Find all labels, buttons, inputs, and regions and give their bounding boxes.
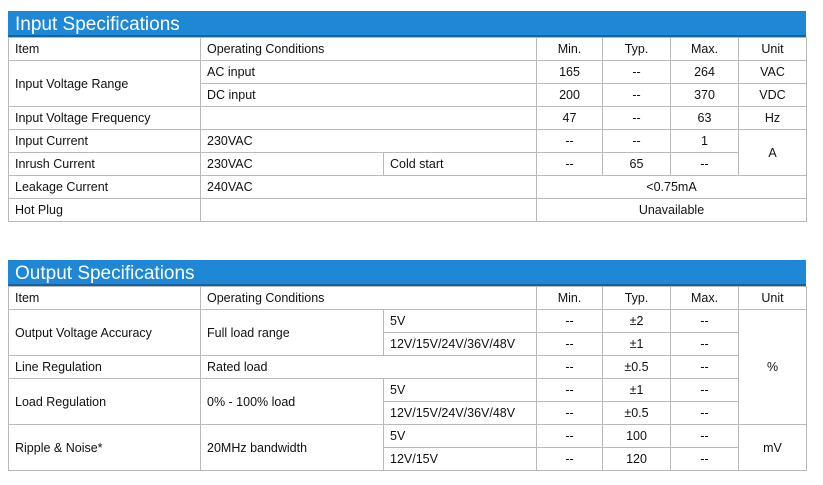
- max-value: 63: [671, 107, 739, 130]
- sub-condition: 5V: [384, 425, 537, 448]
- typ-value: ±0.5: [603, 356, 671, 379]
- typ-value: ±1: [603, 379, 671, 402]
- header-item: Item: [9, 38, 201, 61]
- table-row: [9, 199, 807, 222]
- condition-full-load-range: Full load range: [201, 310, 384, 356]
- input-specifications-title: Input Specifications: [8, 11, 806, 37]
- typ-value: 100: [603, 425, 671, 448]
- min-value: --: [537, 130, 603, 153]
- max-value: --: [671, 425, 739, 448]
- sub-condition: 5V: [384, 379, 537, 402]
- header-max: Max.: [671, 287, 739, 310]
- unit-value: VAC: [739, 61, 807, 84]
- unit-value: VDC: [739, 84, 807, 107]
- typ-value: --: [603, 84, 671, 107]
- sub-condition: 5V: [384, 310, 537, 333]
- condition-empty: [201, 107, 537, 130]
- table-row: [9, 107, 807, 130]
- header-min: Min.: [537, 38, 603, 61]
- header-min: Min.: [537, 287, 603, 310]
- min-value: --: [537, 153, 603, 176]
- table-row: [9, 310, 807, 333]
- output-specifications-table: [8, 286, 807, 471]
- leakage-value: <0.75mA: [537, 176, 807, 199]
- table-row: [9, 153, 807, 176]
- typ-value: --: [603, 130, 671, 153]
- header-item: Item: [9, 287, 201, 310]
- item-leakage-current: Leakage Current: [9, 176, 201, 199]
- table-header-row: [9, 287, 807, 310]
- max-value: --: [671, 448, 739, 471]
- table-row: [9, 176, 807, 199]
- header-typ: Typ.: [603, 38, 671, 61]
- item-line-regulation: Line Regulation: [9, 356, 201, 379]
- header-conditions: Operating Conditions: [201, 287, 537, 310]
- output-specifications-title: Output Specifications: [8, 260, 806, 286]
- unit-value: Hz: [739, 107, 807, 130]
- condition-230vac: 230VAC: [201, 153, 384, 176]
- min-value: --: [537, 402, 603, 425]
- condition-ac-input: AC input: [201, 61, 537, 84]
- item-inrush-current: Inrush Current: [9, 153, 201, 176]
- item-load-regulation: Load Regulation: [9, 379, 201, 425]
- header-conditions: Operating Conditions: [201, 38, 537, 61]
- min-value: 47: [537, 107, 603, 130]
- unit-value-percent: %: [739, 310, 807, 425]
- max-value: --: [671, 333, 739, 356]
- typ-value: 120: [603, 448, 671, 471]
- table-row: [9, 379, 807, 402]
- min-value: --: [537, 333, 603, 356]
- typ-value: --: [603, 107, 671, 130]
- max-value: 264: [671, 61, 739, 84]
- max-value: --: [671, 402, 739, 425]
- min-value: --: [537, 310, 603, 333]
- table-header-row: [9, 38, 807, 61]
- sub-condition: 12V/15V/24V/36V/48V: [384, 333, 537, 356]
- condition-dc-input: DC input: [201, 84, 537, 107]
- unit-value-current: A: [739, 130, 807, 176]
- typ-value: ±0.5: [603, 402, 671, 425]
- condition-empty: [201, 199, 537, 222]
- input-specifications-table: [8, 37, 807, 222]
- max-value: 1: [671, 130, 739, 153]
- condition-cold-start: Cold start: [384, 153, 537, 176]
- item-input-voltage-range: Input Voltage Range: [9, 61, 201, 107]
- condition-bandwidth: 20MHz bandwidth: [201, 425, 384, 471]
- condition-load-range: 0% - 100% load: [201, 379, 384, 425]
- header-max: Max.: [671, 38, 739, 61]
- table-row: [9, 130, 807, 153]
- sub-condition: 12V/15V: [384, 448, 537, 471]
- condition-rated-load: Rated load: [201, 356, 537, 379]
- item-ripple-noise: Ripple & Noise*: [9, 425, 201, 471]
- hot-plug-value: Unavailable: [537, 199, 807, 222]
- item-input-current: Input Current: [9, 130, 201, 153]
- max-value: --: [671, 310, 739, 333]
- typ-value: ±2: [603, 310, 671, 333]
- unit-value-mv: mV: [739, 425, 807, 471]
- table-row: [9, 356, 807, 379]
- min-value: --: [537, 425, 603, 448]
- table-row: [9, 61, 807, 84]
- typ-value: 65: [603, 153, 671, 176]
- min-value: --: [537, 356, 603, 379]
- typ-value: ±1: [603, 333, 671, 356]
- item-output-voltage-accuracy: Output Voltage Accuracy: [9, 310, 201, 356]
- max-value: --: [671, 356, 739, 379]
- sub-condition: 12V/15V/24V/36V/48V: [384, 402, 537, 425]
- input-specifications-section: [8, 11, 806, 222]
- output-specifications-section: [8, 260, 806, 471]
- header-unit: Unit: [739, 287, 807, 310]
- item-input-voltage-frequency: Input Voltage Frequency: [9, 107, 201, 130]
- max-value: --: [671, 153, 739, 176]
- min-value: 200: [537, 84, 603, 107]
- header-typ: Typ.: [603, 287, 671, 310]
- min-value: --: [537, 448, 603, 471]
- max-value: 370: [671, 84, 739, 107]
- min-value: 165: [537, 61, 603, 84]
- item-hot-plug: Hot Plug: [9, 199, 201, 222]
- table-row: [9, 425, 807, 448]
- header-unit: Unit: [739, 38, 807, 61]
- max-value: --: [671, 379, 739, 402]
- condition-230vac: 230VAC: [201, 130, 537, 153]
- condition-240vac: 240VAC: [201, 176, 537, 199]
- min-value: --: [537, 379, 603, 402]
- typ-value: --: [603, 61, 671, 84]
